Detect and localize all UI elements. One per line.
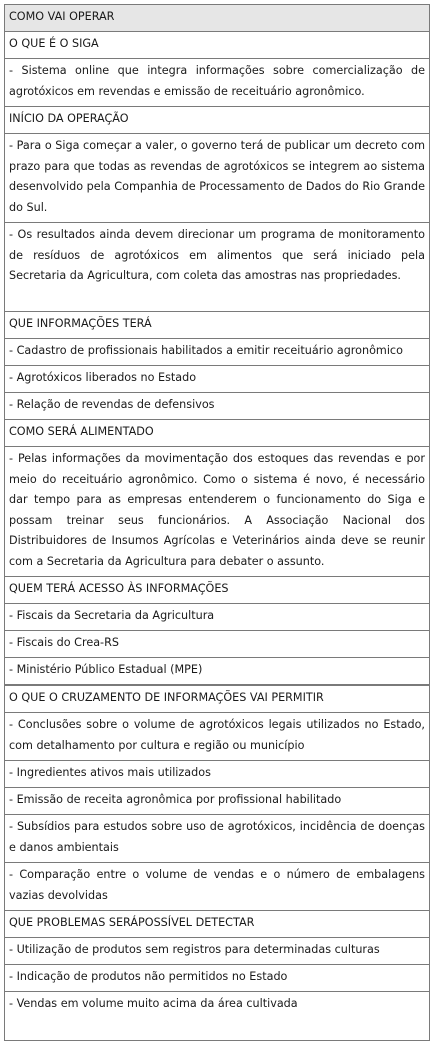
list-item: - Agrotóxicos liberados no Estado — [5, 366, 429, 393]
section-heading: QUEM TERÁ ACESSO ÀS INFORMAÇÕES — [5, 577, 429, 604]
list-item: - Ministério Público Estadual (MPE) — [5, 658, 429, 686]
list-item: - Fiscais da Secretaria da Agricultura — [5, 604, 429, 631]
list-item: - Ingredientes ativos mais utilizados — [5, 761, 429, 788]
list-item: - Emissão de receita agronômica por profissional habilitado — [5, 788, 429, 815]
list-item: - Fiscais do Crea-RS — [5, 631, 429, 658]
section-heading: INÍCIO DA OPERAÇÃO — [5, 107, 429, 134]
list-item: - Vendas em volume muito acima da área cultivada — [9, 997, 298, 1010]
list-item: - Indicação de produtos não permitidos no Estado — [5, 965, 429, 992]
list-item: - Utilização de produtos sem registros para determinadas culturas — [5, 938, 429, 965]
list-item: - Conclusões sobre o volume de agrotóxicos legais utilizados no Estado, com detalhamento por cultura e região ou município — [5, 713, 429, 761]
section-heading: O QUE O CRUZAMENTO DE INFORMAÇÕES VAI PERMITIR — [5, 686, 429, 713]
section-heading: QUE PROBLEMAS SERÁPOSSÍVEL DETECTAR — [5, 911, 429, 938]
list-item: - Cadastro de profissionais habilitados a emitir receituário agronômico — [5, 339, 429, 366]
section-heading: O QUE É O SIGA — [5, 32, 429, 59]
list-item: - Os resultados ainda devem direcionar um programa de monitoramento de resíduos de agrotóxicos em alimentos que será iniciado pela Secretaria da Agricultura, com coleta das amostras nas propriedades. — [5, 223, 429, 312]
list-item: - Para o Siga começar a valer, o governo terá de publicar um decreto com prazo para que todas as revendas de agrotóxicos se integrem ao sistema desenvolvido pela Companhia de Processamento de Dados do Rio Grande do Sul. — [5, 134, 429, 223]
list-item: - Comparação entre o volume de vendas e o número de embalagens vazias devolvidas — [5, 863, 429, 911]
list-item: - Pelas informações da movimentação dos estoques das revendas e por meio do receituário agronômico. Como o sistema é novo, é necessário dar tempo para as empresas entenderem o funcionamento do Siga e possam treinar seus funcionários. A Associação Nacional dos Distribuidores de Insumos Agrícolas e Veterinários ainda deve se reunir com a Secretaria da Agricultura para debater o assunto. — [5, 447, 429, 577]
list-item: - Sistema online que integra informações sobre comercialização de agrotóxicos em revendas e emissão de receituário agronômico. — [5, 59, 429, 107]
table-title: COMO VAI OPERAR — [5, 5, 429, 32]
section-heading: COMO SERÁ ALIMENTADO — [5, 420, 429, 447]
list-item: - Relação de revendas de defensivos — [5, 393, 429, 420]
list-item: - Subsídios para estudos sobre uso de agrotóxicos, incidência de doenças e danos ambientais — [5, 815, 429, 863]
info-table — [4, 4, 430, 1041]
section-heading: QUE INFORMAÇÕES TERÁ — [5, 312, 429, 339]
